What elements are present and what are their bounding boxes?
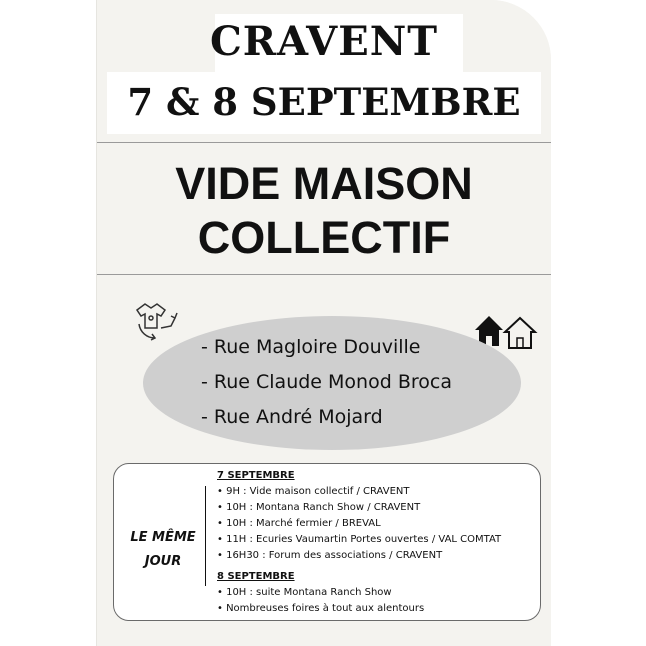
same-day-line2: JOUR	[144, 554, 182, 569]
same-day-label	[121, 526, 205, 574]
same-day-line1: LE MÊME	[130, 530, 196, 545]
schedule-item: • 10H : Montana Ranch Show / CRAVENT	[217, 502, 421, 513]
street-item: - Rue André Mojard	[201, 406, 383, 428]
street-item: - Rue Magloire Douville	[201, 336, 421, 358]
event-title-line2: COLLECTIF	[197, 212, 451, 263]
divider-bottom	[97, 274, 551, 275]
divider-top	[97, 142, 551, 143]
day2-heading: 8 SEPTEMBRE	[217, 571, 295, 582]
event-title-line1: VIDE MAISON	[175, 158, 473, 209]
city-title: CRAVENT	[209, 18, 439, 65]
schedule-item: • 11H : Ecuries Vaumartin Portes ouvertes / VAL COMTAT	[217, 534, 502, 545]
schedule-divider	[205, 486, 206, 586]
street-item: - Rue Claude Monod Broca	[201, 371, 452, 393]
schedule-item: • 10H : suite Montana Ranch Show	[217, 587, 392, 598]
schedule-item: • Nombreuses foires à tout aux alentours	[217, 603, 425, 614]
poster	[96, 0, 551, 646]
recycle-clothes-icon	[131, 298, 181, 342]
event-dates: 7 & 8 SEPTEMBRE	[127, 80, 521, 124]
schedule-item: • 10H : Marché fermier / BREVAL	[217, 518, 381, 529]
schedule-item: • 16H30 : Forum des associations / CRAVENT	[217, 550, 443, 561]
schedule-item: • 9H : Vide maison collectif / CRAVENT	[217, 486, 410, 497]
day1-heading: 7 SEPTEMBRE	[217, 470, 295, 481]
